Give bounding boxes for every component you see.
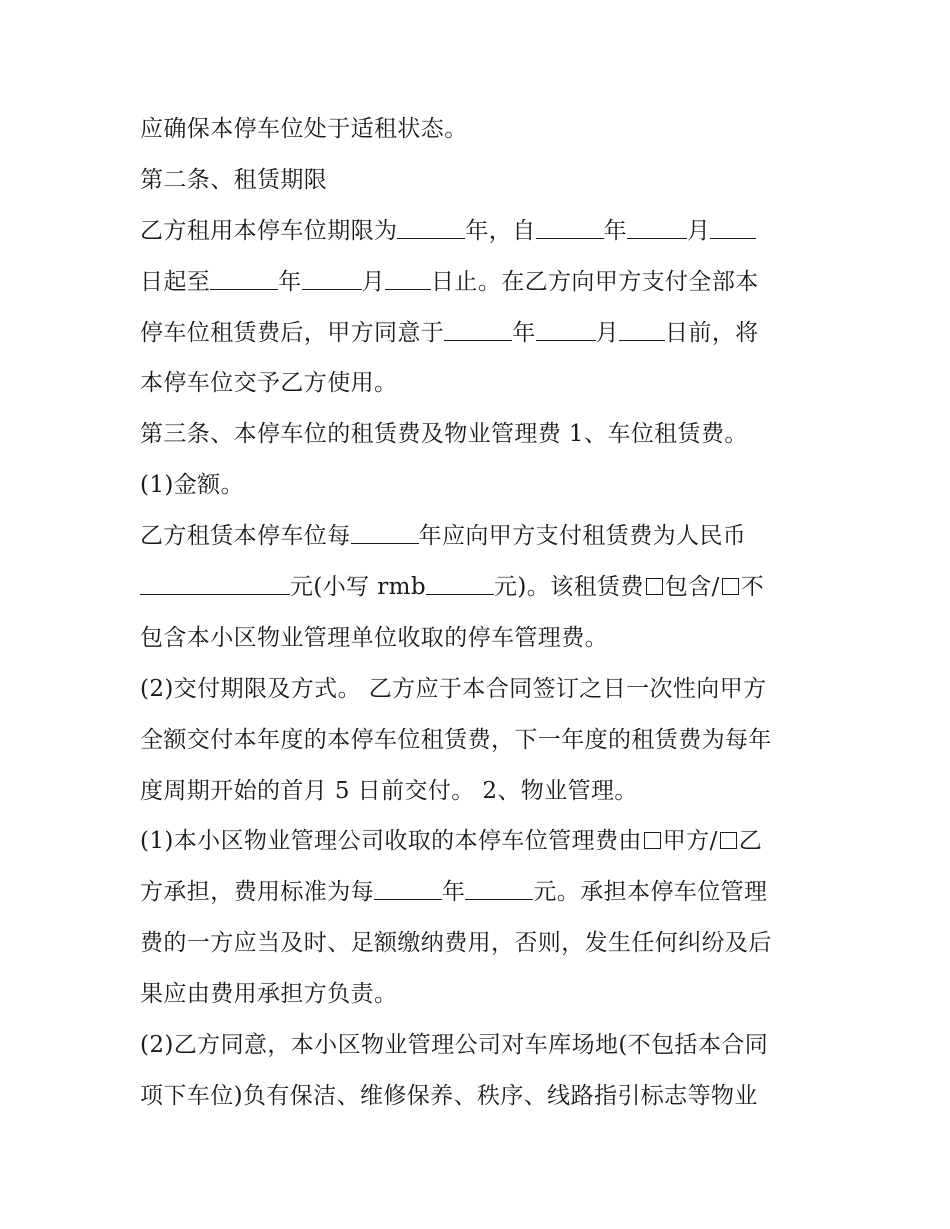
fill-in-blank[interactable] [465,877,533,900]
text: 本停车位交予乙方使用。 [140,370,398,397]
text: 月 [687,217,711,244]
text: (1)金额。 [140,472,244,499]
text: 应确保本停车位处于适租状态。 [140,116,468,142]
text: 元)。该租赁费 [494,574,644,601]
text-line [140,867,812,918]
fill-in-blank[interactable] [627,216,687,239]
text: 年 [603,217,628,244]
text-line [140,511,812,562]
text: 日前，将 [665,319,759,346]
text: 年 [278,268,302,295]
fill-in-blank[interactable] [536,216,604,239]
text-line [140,918,812,969]
text-line [140,715,812,766]
fill-in-blank[interactable] [397,216,465,239]
text: 项下车位)负有保洁、维修保养、秩序、线路指引标志等物业 [140,1082,758,1109]
text: 年应向甲方支付租赁费为人民币 [418,523,747,550]
text: 包含/ [664,574,720,601]
text: (2)乙方同意，本小区物业管理公司对车库场地(不包括本合同 [140,1032,769,1059]
text-line [140,969,812,1020]
document-body [140,104,812,1122]
checkbox-include[interactable] [646,578,663,595]
text-line [140,308,812,359]
text: 元。承担本停车位管理 [533,879,768,906]
text: 乙 [738,828,763,855]
text: 果应由费用承担方负责。 [140,981,398,1008]
text: 甲方/ [662,828,718,855]
text: 年 [442,879,466,906]
fill-in-blank[interactable] [302,267,362,290]
text: (1)本小区物业管理公司收取的本停车位管理费由 [140,828,642,855]
text: 全额交付本年度的本停车位租赁费，下一年度的租赁费为每年 [140,726,772,753]
fill-in-blank[interactable] [374,877,442,900]
checkbox-party-b[interactable] [720,832,737,849]
fill-in-blank[interactable] [385,267,431,290]
text-line [140,1071,812,1122]
text-line [140,1020,812,1071]
text: 乙方租赁本停车位每 [140,523,351,550]
text: 日起至 [140,268,211,295]
text: 包含本小区物业管理单位收取的停车管理费。 [140,624,608,651]
text: 不 [740,574,765,601]
text-line [140,257,812,308]
text: 月 [361,268,386,295]
text-line [140,766,812,817]
text: 第二条、租赁期限 [140,166,328,193]
fill-in-blank[interactable] [426,572,494,595]
text: 费的一方应当及时、足额缴纳费用，否则，发生任何纠纷及后 [140,930,772,957]
text-line [140,664,812,715]
fill-in-blank[interactable] [536,318,596,341]
text-line [140,816,812,867]
checkbox-exclude[interactable] [722,578,739,595]
text: 元(小写 rmb [290,574,427,601]
text: 方承担，费用标准为每 [140,879,374,906]
text-line [140,460,812,511]
fill-in-blank[interactable] [351,521,419,544]
fill-in-blank[interactable] [210,267,278,290]
text-line [140,358,812,409]
section-heading [140,409,812,460]
text: 日止。在乙方向甲方支付全部本 [431,268,759,295]
checkbox-party-a[interactable] [644,832,661,849]
fill-in-blank[interactable] [619,318,665,341]
text-line [140,206,812,257]
fill-in-blank[interactable] [140,572,290,595]
fill-in-blank[interactable] [710,216,756,239]
text: 第三条、本停车位的租赁费及物业管理费 1、车位租赁费。 [140,421,748,448]
text: 度周期开始的首月 5 日前交付。 2、物业管理。 [140,777,638,804]
text: 乙方租用本停车位期限为 [140,217,398,244]
text: 年 [512,319,536,346]
text-line [140,613,812,664]
text: (2)交付期限及方式。 乙方应于本合同签订之日一次性向甲方 [140,675,767,702]
section-heading [140,155,812,206]
text-line [140,104,812,155]
text-line [140,562,812,613]
text: 停车位租赁费后，甲方同意于 [140,319,445,346]
text: 月 [595,319,620,346]
fill-in-blank[interactable] [444,318,512,341]
text: 年，自 [465,217,536,244]
